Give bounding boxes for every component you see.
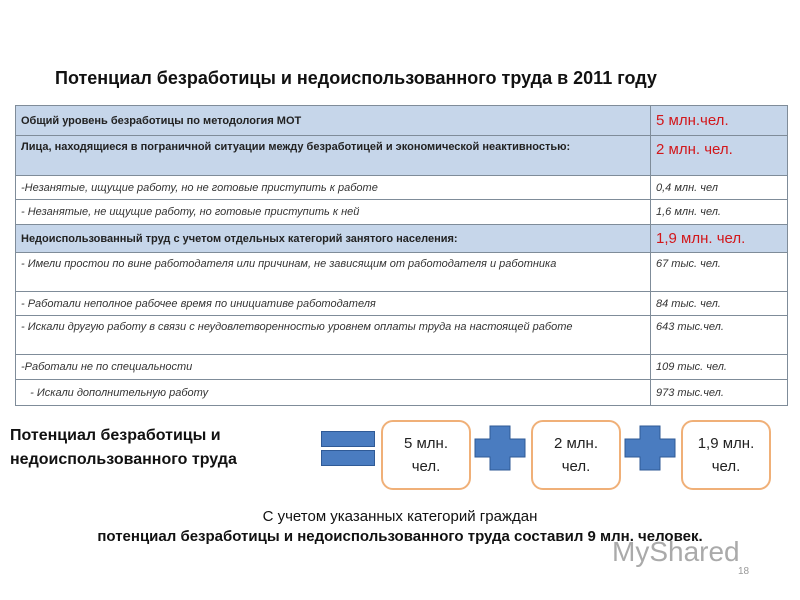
table-row	[16, 292, 788, 316]
formula-box-borderline	[531, 420, 621, 490]
row-label: -Незанятые, ищущие работу, но не готовые приступить к работе	[16, 176, 651, 200]
row-label: Общий уровень безработицы по методология МОТ	[16, 106, 651, 136]
row-label: -Работали не по специальности	[16, 355, 651, 380]
conclusion-line-2: потенциал безработицы и недоиспользованного труда составил 9 млн. человек.	[97, 528, 703, 545]
formula-box-underused	[681, 420, 771, 490]
row-label: - Искали дополнительную работу	[16, 380, 651, 406]
box-text: 1,9 млн. чел.	[697, 435, 755, 475]
table-row	[16, 380, 788, 406]
row-value: 109 тыс. чел.	[651, 355, 788, 380]
formula-box-unemployment	[381, 420, 471, 490]
equals-icon-bottom-bar	[321, 450, 375, 466]
row-value: 84 тыс. чел.	[651, 292, 788, 316]
row-label: - Искали другую работу в связи с неудовлетворенностью уровнем оплаты труда на настоящей работе	[16, 316, 651, 355]
row-value: 5 млн.чел.	[651, 106, 788, 136]
table-row	[16, 253, 788, 292]
row-value: 2 млн. чел.	[651, 136, 788, 176]
table-row	[16, 136, 788, 176]
plus-icon	[624, 425, 676, 471]
page-number: 18	[738, 566, 750, 577]
formula-label: Потенциал безработицы и недоиспользованного труда	[10, 427, 237, 468]
watermark-logo: MyShared	[612, 536, 740, 567]
row-value: 67 тыс. чел.	[651, 253, 788, 292]
table-row	[16, 355, 788, 380]
table-row	[16, 225, 788, 253]
table-row	[16, 176, 788, 200]
slide-title: Потенциал безработицы и недоиспользованного труда в 2011 году	[55, 68, 657, 88]
conclusion-line-1: С учетом указанных категорий граждан	[262, 508, 538, 525]
unemployment-table	[15, 105, 788, 406]
box-text: 2 млн. чел.	[553, 435, 599, 475]
table-row	[16, 106, 788, 136]
table-row	[16, 316, 788, 355]
row-label: - Имели простои по вине работодателя или причинам, не зависящим от работодателя и работника	[16, 253, 651, 292]
row-label: Лица, находящиеся в пограничной ситуации между безработицей и экономической неактивностью:	[16, 136, 651, 176]
row-value: 643 тыс.чел.	[651, 316, 788, 355]
row-label: - Незанятые, не ищущие работу, но готовые приступить к ней	[16, 200, 651, 225]
row-value: 1,6 млн. чел.	[651, 200, 788, 225]
box-text: 5 млн. чел.	[403, 435, 449, 475]
table-row	[16, 200, 788, 225]
row-value: 1,9 млн. чел.	[651, 225, 788, 253]
plus-icon	[474, 425, 526, 471]
row-value: 0,4 млн. чел	[651, 176, 788, 200]
row-label: - Работали неполное рабочее время по инициативе работодателя	[16, 292, 651, 316]
row-label: Недоиспользованный труд с учетом отдельных категорий занятого населения:	[16, 225, 651, 253]
equals-icon-top-bar	[321, 431, 375, 447]
row-value: 973 тыс.чел.	[651, 380, 788, 406]
